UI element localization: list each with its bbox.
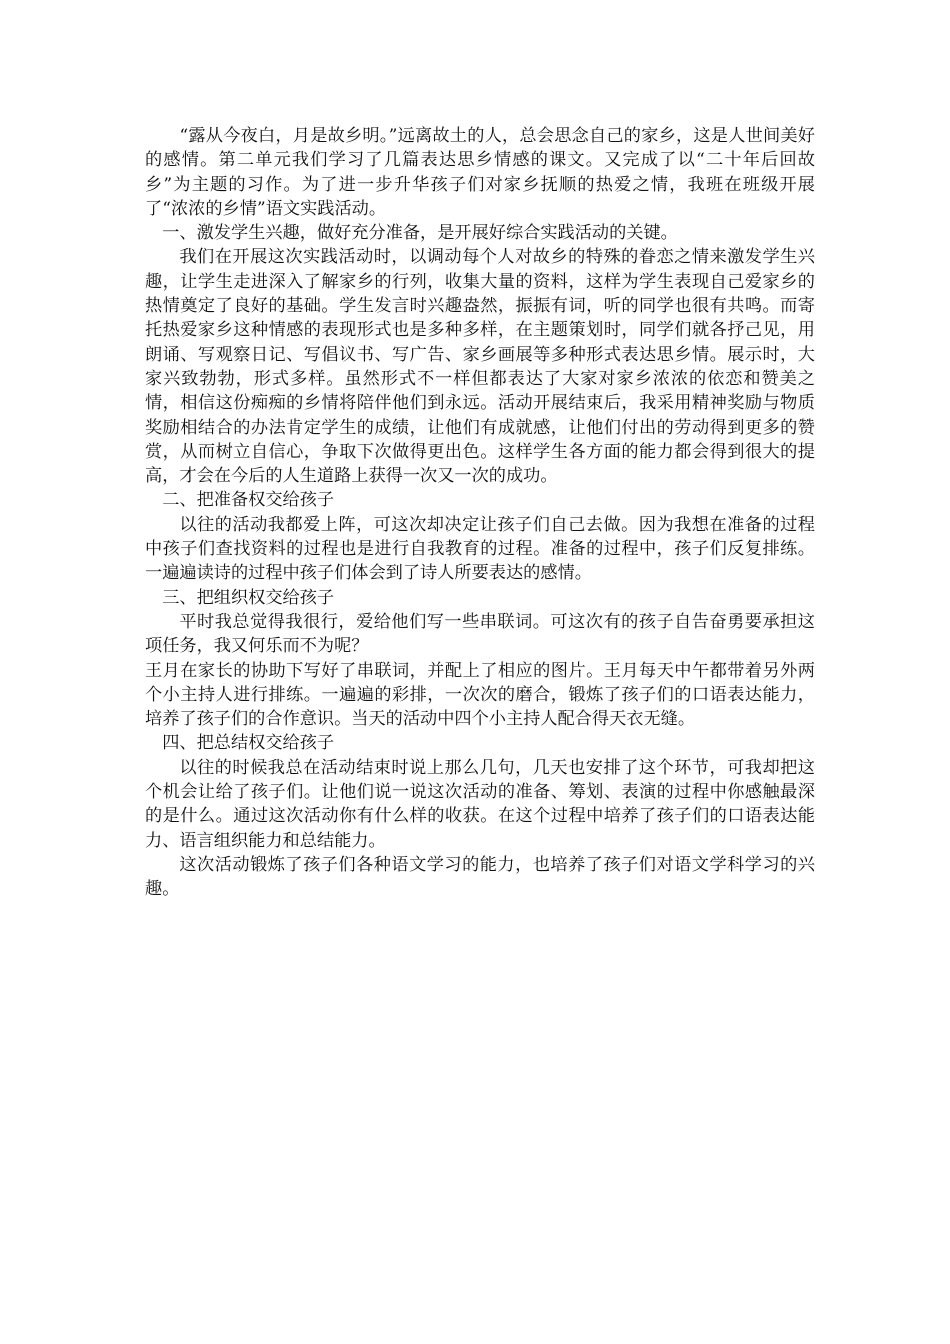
section-1-heading: 一、激发学生兴趣，做好充分准备，是开展好综合实践活动的关键。 [162,223,678,244]
section-3-paragraph-2: 王月在家长的协助下写好了串联词，并配上了相应的图片。王月每天中午都带着另外两个小主持人进行排练。一遍遍的彩排，一次次的磨合，锻炼了孩子们的口语表达能力，培养了孩子们的合作意识。当天的活动中四个小主持人配合得天衣无缝。 [145,660,815,730]
section-2-paragraph: 以往的活动我都爱上阵，可这次却决定让孩子们自己去做。因为我想在准备的过程中孩子们查找资料的过程也是进行自我教育的过程。准备的过程中，孩子们反复排练。一遍遍读诗的过程中孩子们体会到了诗人所要表达的感情。 [145,514,815,584]
document-body [145,124,815,902]
section-2-heading: 二、把准备权交给孩子 [162,490,335,511]
intro-paragraph: “露从今夜白，月是故乡明。”远离故土的人，总会思念自己的家乡，这是人世间美好的感情。第二单元我们学习了几篇表达思乡情感的课文。又完成了以“二十年后回故乡”为主题的习作。为了进一步升华孩子们对家乡抚顺的热爱之情，我班在班级开展了“浓浓的乡情”语文实践活动。 [145,126,815,219]
section-3-paragraph: 平时我总觉得我很行，爱给他们写一些串联词。可这次有的孩子自告奋勇要承担这项任务，我又何乐而不为呢？ [145,611,815,657]
conclusion-paragraph: 这次活动锻炼了孩子们各种语文学习的能力，也培养了孩子们对语文学科学习的兴趣。 [145,854,815,900]
section-1-paragraph: 我们在开展这次实践活动时，以调动每个人对故乡的特殊的眷恋之情来激发学生兴趣，让学生走进深入了解家乡的行列，收集大量的资料，这样为学生表现自己爱家乡的热情奠定了良好的基础。学生发言时兴趣盎然，振振有词，听的同学也很有共鸣。而寄托热爱家乡这种情感的表现形式也是多种多样，在主题策划时，同学们就各抒己见，用朗诵、写观察日记、写倡议书、写广告、家乡画展等多种形式表达思乡情。展示时，大家兴致勃勃，形式多样。虽然形式不一样但都表达了大家对家乡浓浓的依恋和赞美之情，相信这份痴痴的乡情将陪伴他们到永远。活动开展结束后，我采用精神奖励与物质奖励相结合的办法肯定学生的成绩，让他们有成就感，让他们付出的劳动得到更多的赞赏，从而树立自信心，争取下次做得更出色。这样学生各方面的能力都会得到很大的提高，才会在今后的人生道路上获得一次又一次的成功。 [145,247,815,487]
section-4-heading: 四、把总结权交给孩子 [162,733,335,754]
section-4-paragraph: 以往的时候我总在活动结束时说上那么几句，几天也安排了这个环节，可我却把这个机会让给了孩子们。让他们说一说这次活动的准备、筹划、表演的过程中你感触最深的是什么。通过这次活动你有什么样的收获。在这个过程中培养了孩子们的口语表达能力、语言组织能力和总结能力。 [145,757,815,851]
section-3-heading: 三、把组织权交给孩子 [162,587,335,608]
